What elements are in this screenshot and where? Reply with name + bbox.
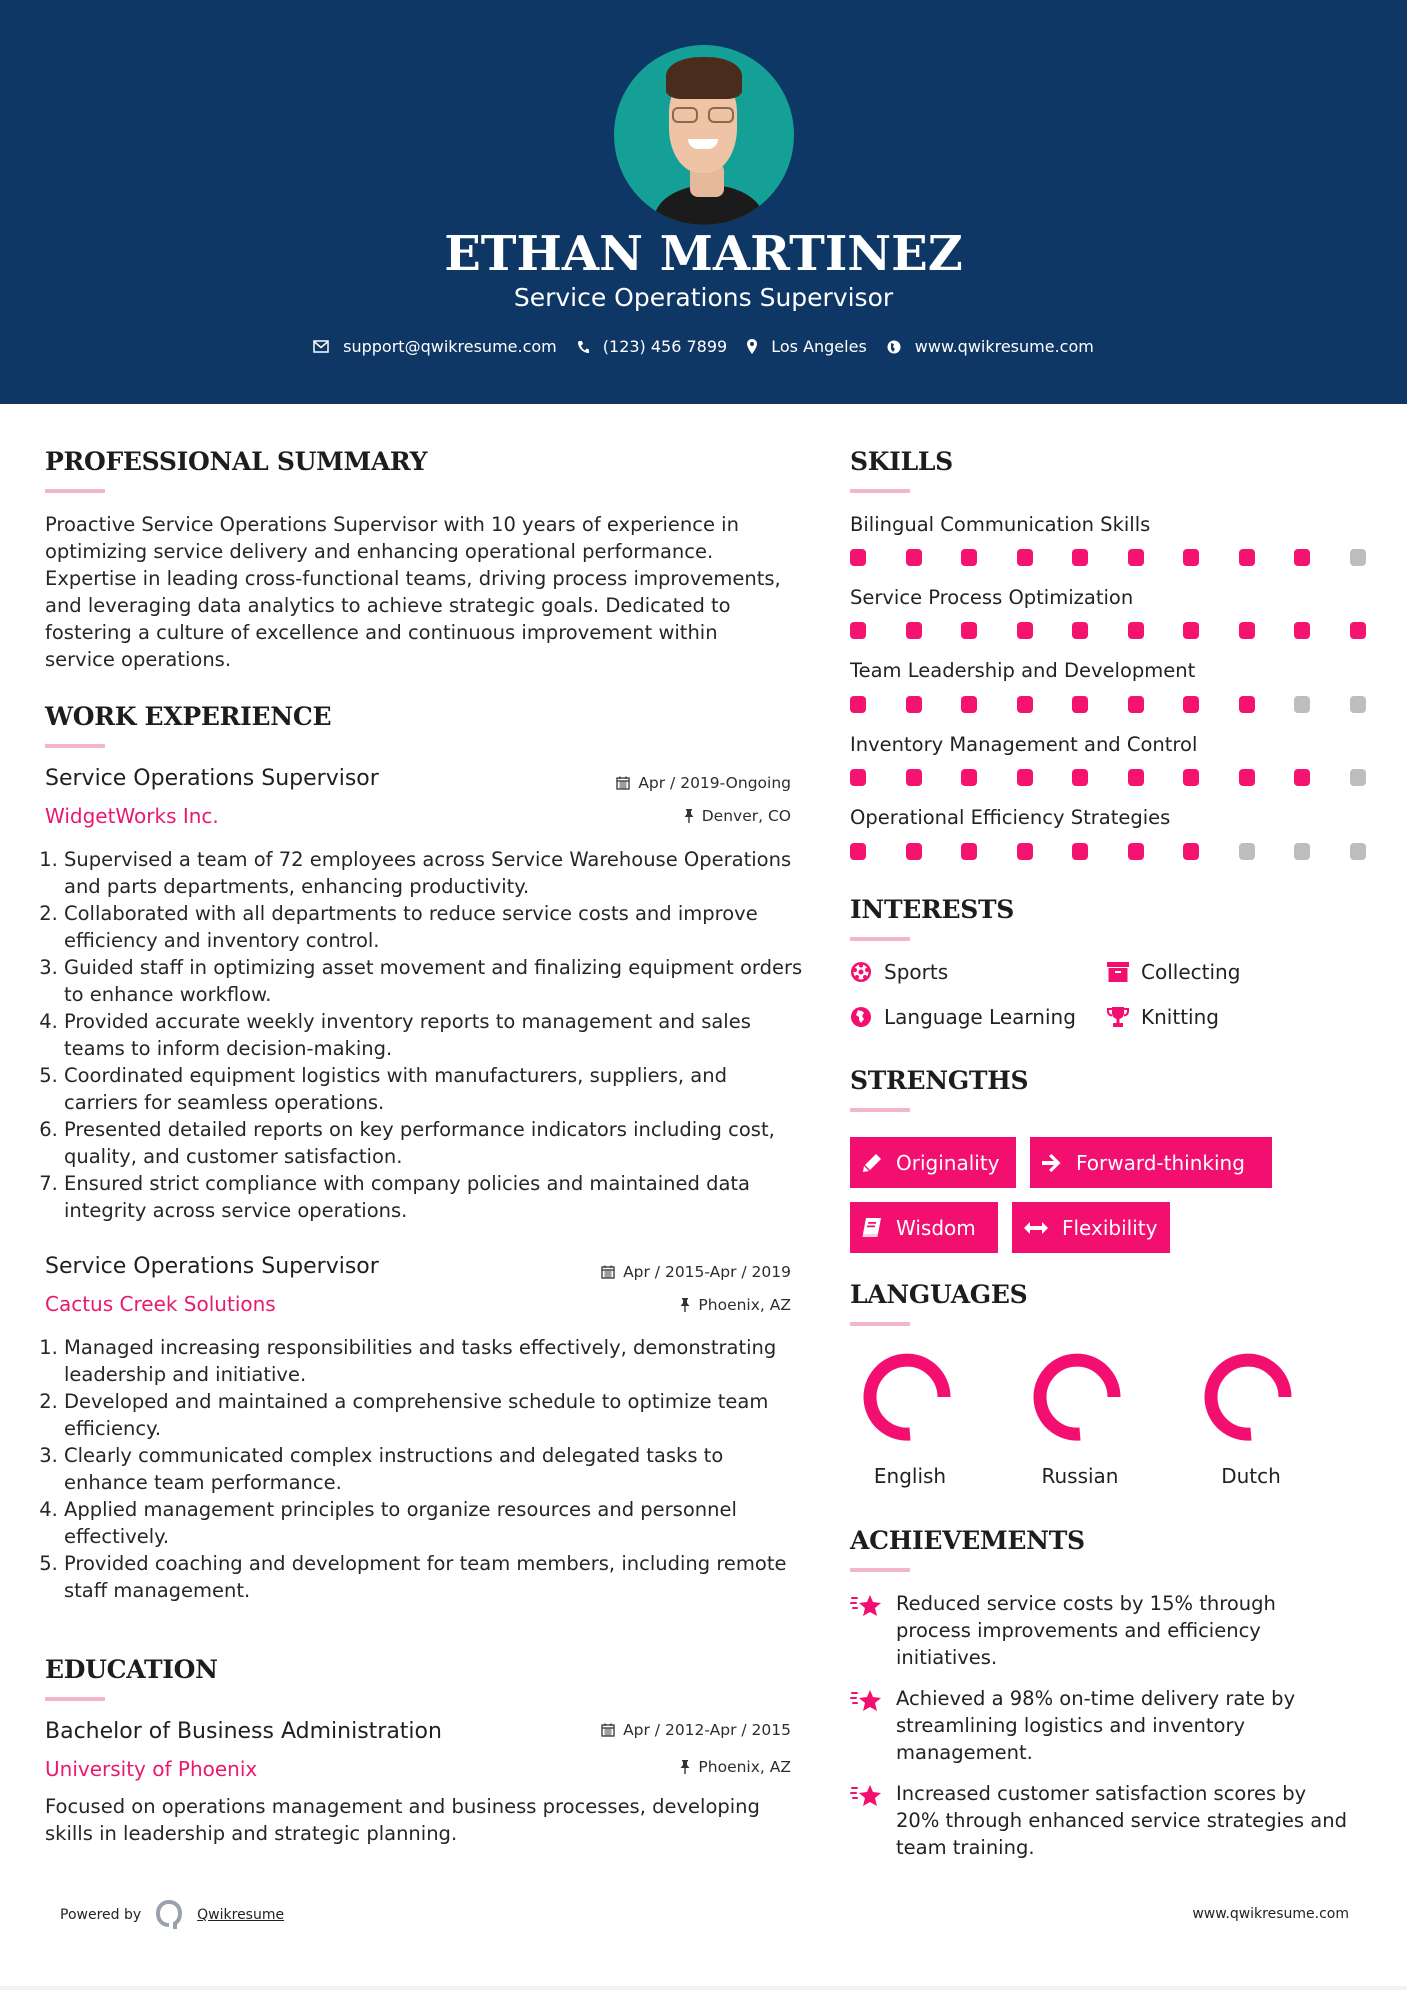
job-bullet: 1. Managed increasing responsibilities and tasks effectively, demonstrating leadership and initiative. [64,1334,805,1388]
globe-icon [850,1006,872,1028]
skill-label: Service Process Optimization [850,586,1134,609]
skill-dot-filled [961,549,977,566]
section-heading-achievements: ACHIEVEMENTS [850,1526,1085,1555]
interest-item [850,1005,1076,1029]
skill-dot-filled [1183,769,1199,786]
skill-dot-filled [906,549,922,566]
language-item [1025,1350,1135,1488]
company-name: Cactus Creek Solutions [45,1292,276,1316]
job-bullets [45,1334,805,1604]
achievement-item [850,1780,1350,1861]
strength-label: Forward-thinking [1076,1150,1245,1175]
education-dates-text: Apr / 2012-Apr / 2015 [623,1721,791,1739]
powered-by-label: Powered by [60,1907,142,1923]
qwikresume-link[interactable]: Qwikresume [197,1907,285,1923]
pencil-icon [862,1153,882,1173]
job-bullet: 6. Presented detailed reports on key performance indicators including cost, quality, and customer satisfaction. [64,1116,805,1170]
pushpin-icon [680,1760,690,1774]
job-location [684,807,791,825]
contact-website-text: www.qwikresume.com [914,337,1094,356]
page-bottom-edge [0,1986,1407,1990]
skill-dot-empty [1350,696,1366,713]
job-bullet: 3. Guided staff in optimizing asset movement and finalizing equipment orders to enhance workflow. [64,954,805,1008]
skill-dot-filled [906,622,922,639]
skill-dot-filled [961,622,977,639]
language-label: English [873,1464,947,1488]
skill-dot-filled [1183,696,1199,713]
book-icon [862,1218,882,1238]
section-heading-strengths: STRENGTHS [850,1066,1029,1095]
strength-label: Originality [896,1150,1000,1175]
achievement-item [850,1685,1350,1766]
skill-dot-filled [1128,696,1144,713]
language-progress-ring [1204,1350,1298,1444]
calendar-icon [601,1265,615,1279]
job-bullet: 5. Coordinated equipment logistics with manufacturers, suppliers, and carriers for seamless operations. [64,1062,805,1116]
section-heading-experience: WORK EXPERIENCE [45,702,332,731]
strength-label: Flexibility [1062,1215,1158,1240]
section-heading-summary: PROFESSIONAL SUMMARY [45,447,428,476]
job-bullet: 3. Clearly communicated complex instructions and delegated tasks to enhance team performance. [64,1442,805,1496]
language-progress-ring [863,1350,957,1444]
skill-dot-empty [1350,549,1366,566]
skill-dot-filled [1017,622,1033,639]
interest-item [1107,1005,1219,1029]
skill-dot-filled [1017,843,1033,860]
skill-rating [850,622,1366,639]
education-dates [601,1721,791,1739]
arrow-right-icon [1042,1154,1062,1172]
section-underline [850,937,910,941]
achievement-text: Reduced service costs by 15% through process improvements and efficiency initiatives. [896,1592,1276,1669]
trophy-icon [1107,1006,1129,1028]
skill-dot-filled [1017,549,1033,566]
candidate-title: Service Operations Supervisor [513,283,894,312]
skill-dot-filled [1128,843,1144,860]
language-label: Russian [1041,1464,1119,1488]
section-underline [850,1568,910,1572]
contact-email[interactable] [313,337,557,356]
skill-label: Bilingual Communication Skills [850,513,1151,536]
footer-powered-by [60,1900,284,1930]
skill-rating [850,843,1366,860]
skill-dot-filled [1294,549,1310,566]
contact-location [747,337,867,356]
avatar-glasses [672,107,734,123]
archive-box-icon [1107,961,1129,983]
language-item [855,1350,965,1488]
job-bullet: 2. Collaborated with all departments to reduce service costs and improve efficiency and inventory control. [64,900,805,954]
job-bullet: 7. Ensured strict compliance with company policies and maintained data integrity across service operations. [64,1170,805,1224]
section-heading-education: EDUCATION [45,1655,218,1684]
language-progress-ring [1033,1350,1127,1444]
skill-dot-filled [1183,622,1199,639]
skill-dot-filled [1294,769,1310,786]
skill-dot-empty [1350,769,1366,786]
globe-icon [887,340,901,354]
skill-dot-empty [1294,696,1310,713]
skill-dot-filled [1183,549,1199,566]
interest-item [850,960,948,984]
skill-dot-filled [906,843,922,860]
soccer-ball-icon [850,961,872,983]
achievement-text: Achieved a 98% on-time delivery rate by streamlining logistics and inventory management. [896,1687,1296,1764]
skill-dot-filled [961,696,977,713]
skill-dot-filled [1239,769,1255,786]
school-name: University of Phoenix [45,1757,258,1781]
job-bullet: 5. Provided coaching and development for team members, including remote staff management. [64,1550,805,1604]
shooting-star-icon [850,1687,882,1715]
footer-website-link[interactable]: www.qwikresume.com [1192,1906,1349,1922]
contact-website[interactable] [887,337,1094,356]
shooting-star-icon [850,1782,882,1810]
degree-title: Bachelor of Business Administration [45,1719,442,1744]
skill-dot-filled [1128,549,1144,566]
skill-dot-filled [961,769,977,786]
skill-rating [850,549,1366,566]
strength-chip [850,1202,998,1253]
skill-rating [850,696,1366,713]
strength-chip [1012,1202,1170,1253]
calendar-icon [616,776,630,790]
achievement-text: Increased customer satisfaction scores by 20% through enhanced service strategies and team training. [896,1782,1347,1859]
contact-bar [0,337,1407,356]
job-bullet: 1. Supervised a team of 72 employees across Service Warehouse Operations and parts departments, enhancing productivity. [64,846,805,900]
section-heading-languages: LANGUAGES [850,1280,1028,1309]
section-underline [45,744,105,748]
skill-dot-filled [1017,696,1033,713]
avatar-hair [666,57,742,99]
skill-dot-filled [1128,769,1144,786]
qwikresume-logo-icon [155,1900,183,1930]
skill-label: Inventory Management and Control [850,733,1198,756]
section-heading-interests: INTERESTS [850,895,1015,924]
contact-email-text: support@qwikresume.com [343,337,557,356]
job-dates [601,1263,791,1281]
skill-dot-empty [1239,843,1255,860]
summary-text: Proactive Service Operations Supervisor with 10 years of experience in optimizing service delivery and enhancing operational performance. Expertise in leading cross-functional teams, driving process improvements, and leveraging data analytics to achieve strategic goals. Dedicated to fostering a culture of excellence and continuous improvement within service operations. [45,513,781,671]
arrows-horizontal-icon [1024,1222,1048,1234]
skill-dot-filled [850,622,866,639]
skill-dot-filled [1294,622,1310,639]
skill-dot-filled [1183,843,1199,860]
skill-dot-filled [1239,696,1255,713]
job-location-text: Phoenix, AZ [698,1296,791,1314]
strength-chip [850,1137,1016,1188]
job-bullet: 4. Provided accurate weekly inventory reports to management and sales teams to inform decision-making. [64,1008,805,1062]
achievement-item [850,1590,1350,1671]
skill-dot-filled [1350,622,1366,639]
skill-dot-filled [1017,769,1033,786]
skill-dot-filled [850,843,866,860]
skill-dot-filled [1239,622,1255,639]
skill-dot-filled [1072,549,1088,566]
skill-rating [850,769,1366,786]
job-dates-text: Apr / 2015-Apr / 2019 [623,1263,791,1281]
section-heading-skills: SKILLS [850,447,953,476]
section-underline [850,489,910,493]
skill-dot-filled [850,549,866,566]
skill-dot-filled [1239,549,1255,566]
skill-dot-filled [850,696,866,713]
language-item [1196,1350,1306,1488]
pushpin-icon [684,809,694,823]
job-dates-text: Apr / 2019-Ongoing [638,774,791,792]
language-label: Dutch [1221,1464,1281,1488]
contact-phone-text: (123) 456 7899 [602,337,728,356]
section-underline [45,489,105,493]
strength-chip [1030,1137,1272,1188]
section-underline [850,1322,910,1326]
job-title: Service Operations Supervisor [45,766,379,791]
skill-dot-empty [1294,843,1310,860]
map-marker-icon [747,339,757,354]
skill-dot-filled [850,769,866,786]
strength-label: Wisdom [896,1215,976,1240]
skill-label: Operational Efficiency Strategies [850,806,1171,829]
skill-label: Team Leadership and Development [850,659,1196,682]
skill-dot-filled [1072,622,1088,639]
skill-dot-filled [1072,696,1088,713]
contact-phone[interactable] [577,337,727,356]
skill-dot-empty [1350,843,1366,860]
calendar-icon [601,1723,615,1737]
interest-label: Language Learning [884,1005,1076,1029]
resume-header [0,0,1407,404]
job-dates [616,774,791,792]
section-underline [45,1697,105,1701]
skill-dot-filled [906,696,922,713]
contact-location-text: Los Angeles [771,337,867,356]
education-location [680,1758,791,1776]
job-location-text: Denver, CO [701,807,791,825]
education-description: Focused on operations management and business processes, developing skills in leadership and strategic planning. [45,1795,760,1845]
pushpin-icon [680,1298,690,1312]
interest-label: Sports [884,960,949,984]
avatar [614,45,794,225]
interest-label: Knitting [1141,1005,1219,1029]
job-bullet: 4. Applied management principles to organize resources and personnel effectively. [64,1496,805,1550]
skill-dot-filled [1072,843,1088,860]
candidate-name: ETHAN MARTINEZ [444,226,963,282]
education-location-text: Phoenix, AZ [698,1758,791,1776]
skill-dot-filled [1072,769,1088,786]
company-name: WidgetWorks Inc. [45,804,219,828]
phone-icon [577,340,589,354]
interest-item [1107,960,1240,984]
job-location [680,1296,791,1314]
envelope-icon [313,340,329,353]
skill-dot-filled [906,769,922,786]
skill-dot-filled [961,843,977,860]
job-title: Service Operations Supervisor [45,1254,379,1279]
interest-label: Collecting [1141,960,1241,984]
skill-dot-filled [1128,622,1144,639]
shooting-star-icon [850,1592,882,1620]
job-bullets [45,846,805,1224]
job-bullet: 2. Developed and maintained a comprehensive schedule to optimize team efficiency. [64,1388,805,1442]
section-underline [850,1108,910,1112]
